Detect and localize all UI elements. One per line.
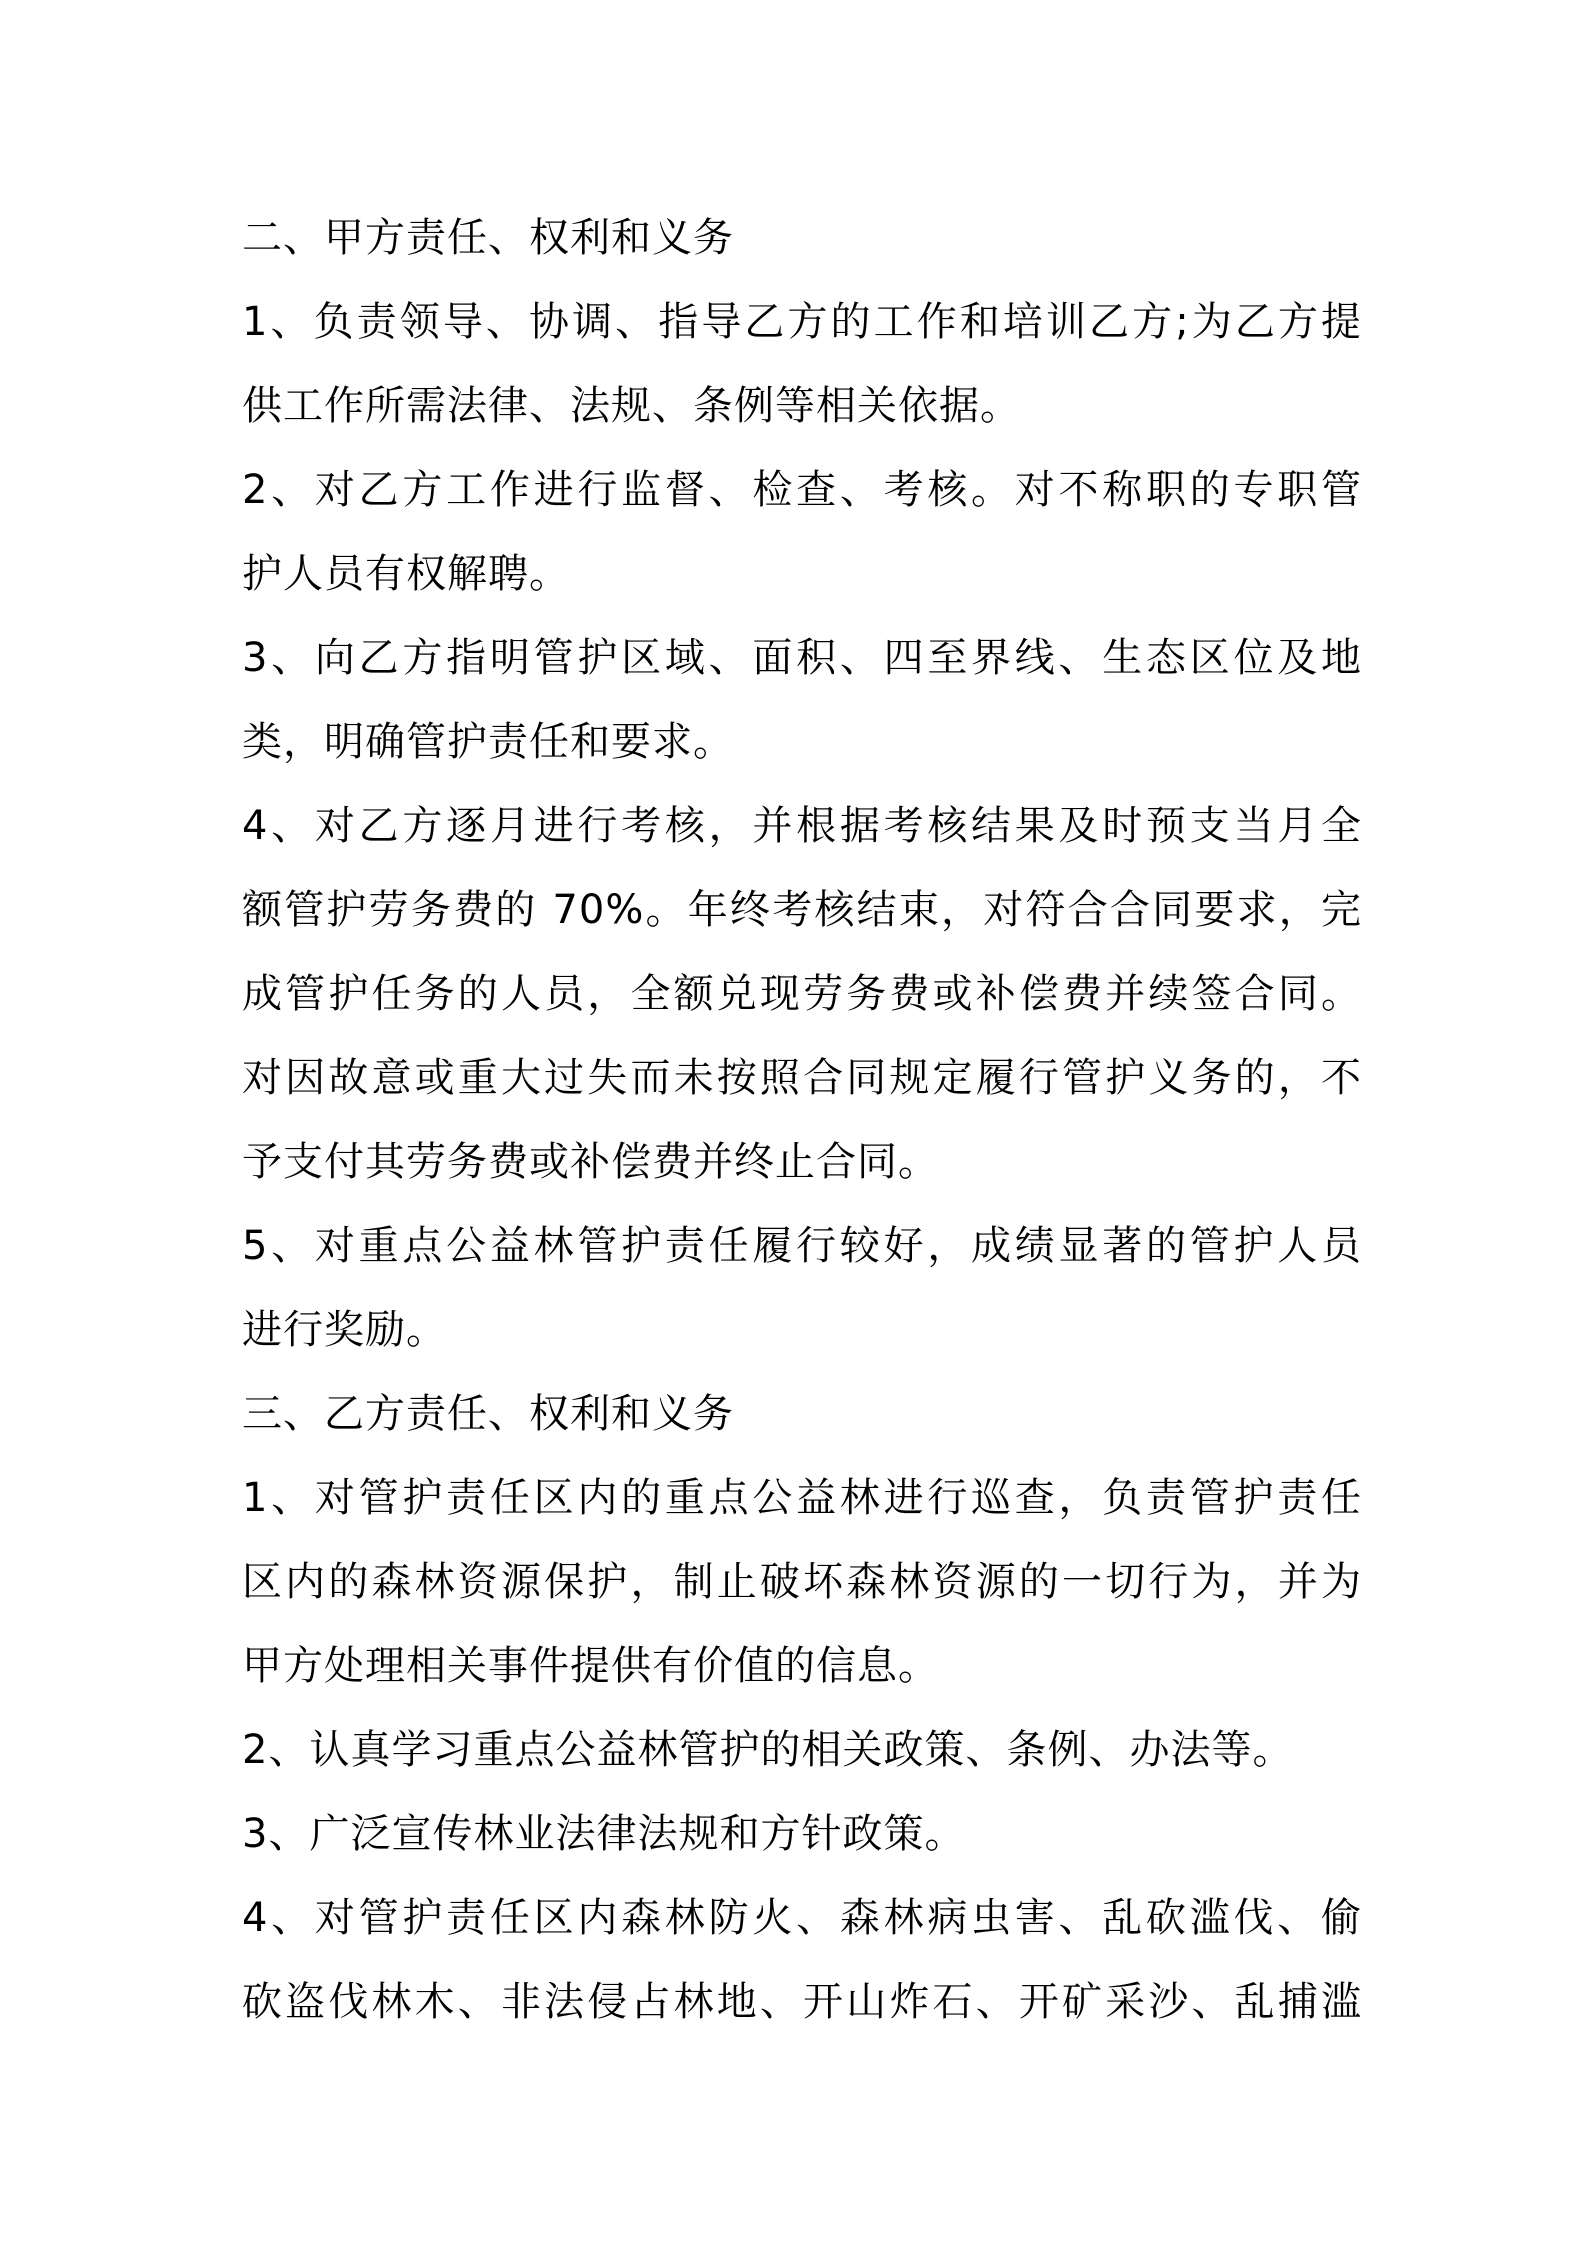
text-line: 1、对管护责任区内的重点公益林进行巡查，负责管护责任 (242, 1475, 1362, 1521)
text-line: 3、向乙方指明管护区域、面积、四至界线、生态区位及地 (242, 635, 1362, 681)
text-line: 护人员有权解聘。 (242, 551, 570, 597)
text-line: 1、负责领导、协调、指导乙方的工作和培训乙方;为乙方提 (242, 299, 1362, 345)
text-line: 供工作所需法律、法规、条例等相关依据。 (242, 383, 1021, 429)
text-line: 2、认真学习重点公益林管护的相关政策、条例、办法等。 (242, 1727, 1294, 1773)
text-line: 额管护劳务费的 70%。年终考核结束，对符合合同要求，完 (242, 887, 1362, 933)
document-page (242, 196, 1362, 2044)
text-line: 4、对乙方逐月进行考核，并根据考核结果及时预支当月全 (242, 803, 1362, 849)
text-line: 对因故意或重大过失而未按照合同规定履行管护义务的，不 (242, 1055, 1362, 1101)
text-line: 进行奖励。 (242, 1307, 447, 1353)
text-line: 4、对管护责任区内森林防火、森林病虫害、乱砍滥伐、偷 (242, 1895, 1362, 1941)
text-line: 3、广泛宣传林业法律法规和方针政策。 (242, 1811, 966, 1857)
text-line: 予支付其劳务费或补偿费并终止合同。 (242, 1139, 939, 1185)
heading-party-a: 二、甲方责任、权利和义务 (242, 215, 734, 261)
text-line: 2、对乙方工作进行监督、检查、考核。对不称职的专职管 (242, 467, 1362, 513)
text-line: 区内的森林资源保护，制止破坏森林资源的一切行为，并为 (242, 1559, 1362, 1605)
heading-party-b: 三、乙方责任、权利和义务 (242, 1391, 734, 1437)
text-line: 成管护任务的人员，全额兑现劳务费或补偿费并续签合同。 (242, 971, 1362, 1017)
text-line: 5、对重点公益林管护责任履行较好，成绩显著的管护人员 (242, 1223, 1362, 1269)
text-line: 砍盗伐林木、非法侵占林地、开山炸石、开矿采沙、乱捕滥 (242, 1979, 1362, 2025)
text-line: 类，明确管护责任和要求。 (242, 719, 734, 765)
text-line: 甲方处理相关事件提供有价值的信息。 (242, 1643, 939, 1689)
